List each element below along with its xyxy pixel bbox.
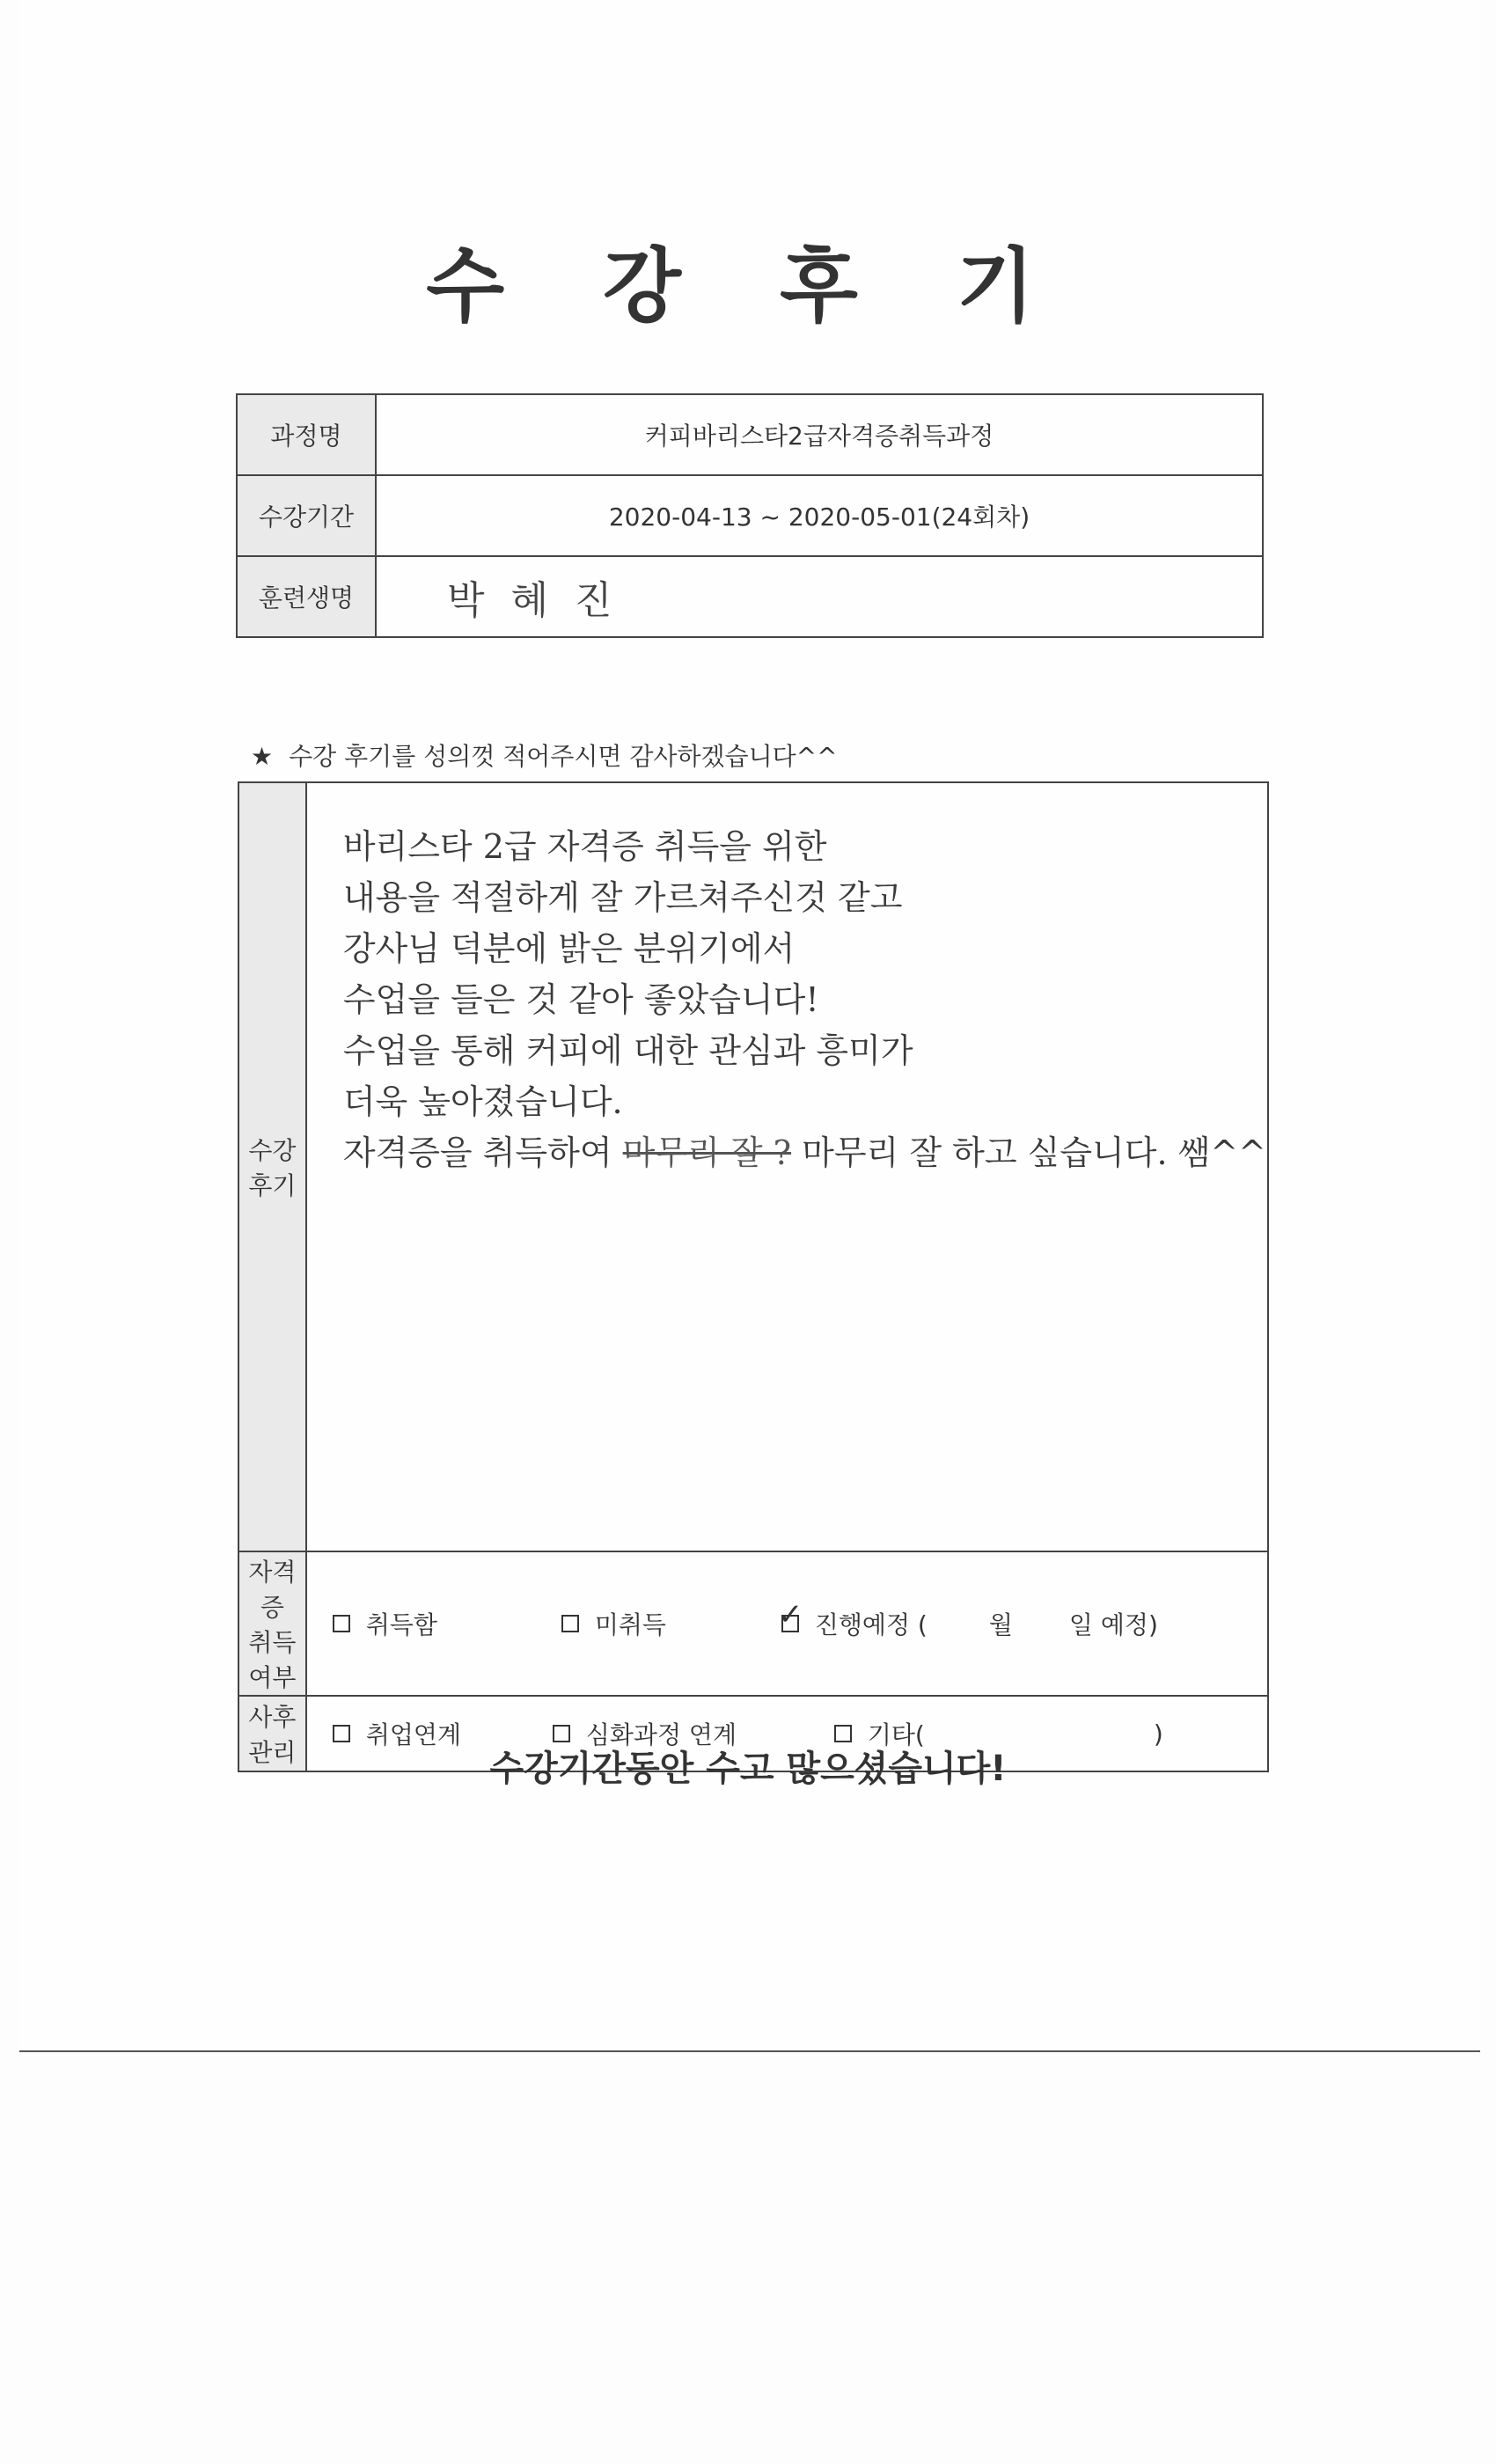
course-label: 과정명	[237, 394, 376, 475]
cert-label	[238, 1551, 306, 1696]
after-care-label: 사후관리	[238, 1696, 306, 1771]
checkbox-icon[interactable]	[834, 1725, 852, 1742]
review-label: 수강후기	[238, 782, 306, 1551]
review-last-line	[343, 1126, 1266, 1177]
cert-option-not-acquired[interactable]: 미취득	[561, 1606, 781, 1641]
after-option-other[interactable]: 기타( )	[834, 1716, 1163, 1751]
period-row	[237, 475, 1263, 556]
review-line: 내용을 적절하게 잘 가르쳐주신것 같고	[342, 878, 903, 917]
handwritten-review	[308, 784, 1266, 1177]
review-line: 수업을 통해 커피에 대한 관심과 흥미가	[342, 1031, 913, 1070]
instruction-text: 수강 후기를 성의껏 적어주시면 감사하겠습니다^^	[289, 742, 838, 771]
review-row	[238, 782, 1268, 1551]
trainee-label: 훈련생명	[237, 556, 376, 637]
checkbox-icon[interactable]	[553, 1725, 570, 1742]
star-icon: ★	[251, 742, 274, 771]
checkbox-icon[interactable]	[333, 1725, 350, 1742]
review-line: 더욱 높아졌습니다.	[342, 1082, 623, 1121]
after-option-employment[interactable]: 취업연계	[333, 1716, 553, 1751]
trainee-name-handwritten: 박 혜 진	[376, 556, 1263, 637]
period-label: 수강기간	[237, 475, 376, 556]
review-line-end: 마무리 잘 하고 싶습니다. 쌤^^	[802, 1133, 1266, 1172]
checked-checkbox-icon[interactable]	[781, 1615, 799, 1632]
review-body	[306, 782, 1268, 1551]
trainee-row	[237, 556, 1263, 637]
cert-row	[238, 1551, 1268, 1696]
review-line: 강사님 덕분에 밝은 분위기에서	[342, 929, 796, 968]
course-row	[237, 394, 1263, 475]
course-value: 커피바리스타2급자격증취득과정	[376, 394, 1263, 475]
period-value: 2020-04-13 ~ 2020-05-01(24회차)	[376, 475, 1263, 556]
cert-option-acquired[interactable]: 취득함	[333, 1606, 561, 1641]
checkbox-icon[interactable]	[333, 1615, 350, 1632]
review-line: 수업을 들은 것 같아 좋았습니다!	[342, 980, 819, 1019]
cert-label-line1: 자격증	[248, 1558, 297, 1622]
review-line: 바리스타 2급 자격증 취득을 위한	[342, 827, 827, 866]
cert-label-line2: 취득여부	[248, 1628, 297, 1692]
checkbox-icon[interactable]	[561, 1615, 579, 1632]
cert-option-in-progress[interactable]: ✓ 진행예정 ( 월 일 예정)	[781, 1606, 1158, 1641]
review-line-start: 자격증을 취득하여	[342, 1133, 612, 1172]
cert-options	[306, 1551, 1268, 1696]
month-label: 월	[988, 1610, 1013, 1639]
page-title: 수 강 후 기	[426, 239, 1070, 334]
struck-text: 마무리 잘 ?	[622, 1133, 792, 1172]
instruction-note	[251, 737, 838, 773]
review-table	[238, 781, 1269, 1772]
course-info-table	[236, 393, 1264, 638]
day-label: 일 예정)	[1068, 1610, 1158, 1639]
closing-message: 수강기간동안 수고 많으셨습니다!	[489, 1749, 1007, 1789]
after-option-advanced-course[interactable]: 심화과정 연계	[553, 1716, 834, 1751]
